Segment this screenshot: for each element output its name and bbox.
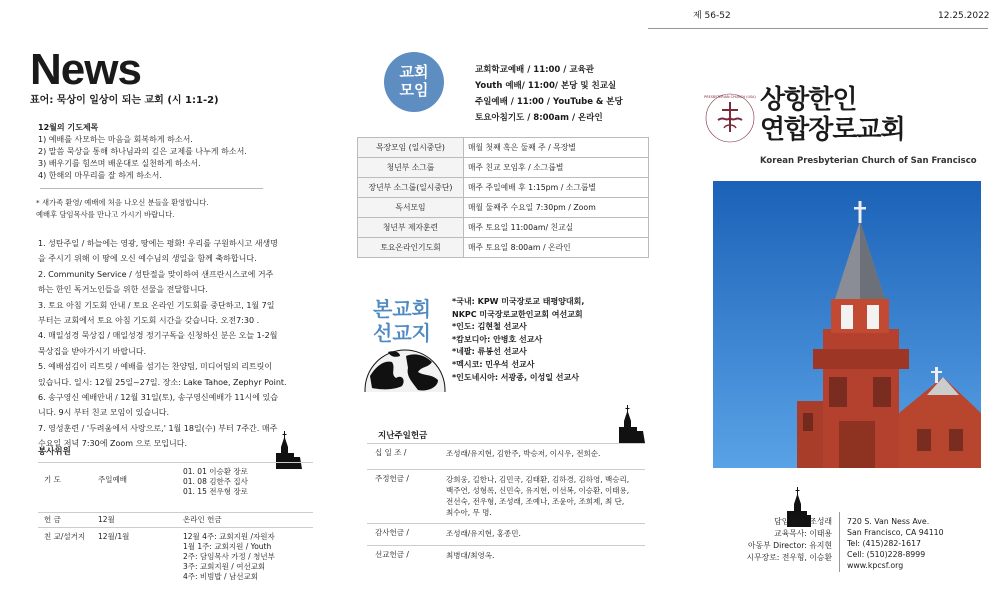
church-name-english: Korean Presbyterian Church of San Francisco bbox=[760, 156, 977, 166]
service-names bbox=[183, 467, 248, 497]
meeting-row bbox=[358, 158, 649, 178]
prayer-item: 3) 배우기를 힘쓰며 배운대로 실천하게 하소서. bbox=[38, 159, 201, 168]
news-items bbox=[38, 236, 313, 452]
staff-line: 담임목사: 조성래 bbox=[774, 517, 832, 526]
address-line: San Francisco, CA 94110 bbox=[847, 528, 944, 537]
news-line: 7. 영성훈련 / '두려움에서 사랑으로,' 1월 18일(수) 부터 7주간. 매주 bbox=[38, 423, 278, 433]
service-heading: 봉사위원 bbox=[38, 447, 71, 457]
service-names bbox=[183, 532, 275, 582]
offering-row bbox=[367, 443, 645, 465]
meeting-table bbox=[357, 137, 649, 258]
meeting-time: 매주 토요일 11:00am/ 친교실 bbox=[464, 218, 649, 238]
service-name-line: 01. 08 김한주 집사 bbox=[183, 477, 248, 486]
missions-list bbox=[452, 296, 584, 384]
offering-name-line: 백주연, 성형록, 신민숙, 유지현, 이선복, 이승환, 이태용, bbox=[446, 486, 630, 495]
news-line: 부터는 교회에서 토요 아침 기도회 시간을 갖습니다. 오전7:30 . bbox=[38, 316, 260, 326]
meeting-name: 청년부 제자훈련 bbox=[358, 218, 464, 238]
meeting-time: 매주 토요일 8:00am / 온라인 bbox=[464, 238, 649, 258]
welcome-line: * 새가족 환영/ 예배에 처음 나오신 분들을 환영합니다. bbox=[36, 198, 209, 207]
address-line: 720 S. Van Ness Ave. bbox=[847, 517, 930, 526]
mission-line: *국내: KPW 미국장로교 태평양대회, bbox=[452, 297, 585, 306]
meeting-row bbox=[358, 218, 649, 238]
offering-names bbox=[446, 550, 494, 561]
church-name-line: 상항한인 bbox=[760, 85, 857, 115]
news-line: 을 주시기 위해 이 땅에 오신 예수님의 생일을 함께 축하합니다. bbox=[38, 254, 257, 264]
phone-line: Cell: (510)228-8999 bbox=[847, 550, 926, 559]
offering-names bbox=[446, 528, 521, 539]
news-line: 5. 예배섬김이 리트릿 / 예배를 섬기는 찬양팀, 미디어팀의 리트릿이 bbox=[38, 362, 273, 372]
issue-number: 제 56-52 bbox=[693, 11, 731, 21]
service-name-line: 12월 4주: 교회지원 /자원자 bbox=[183, 532, 275, 541]
service-name-line: 3주: 교회지원 / 여선교회 bbox=[183, 562, 266, 571]
church-address bbox=[847, 516, 944, 571]
mission-line: *인도: 김현철 선교사 bbox=[452, 322, 527, 332]
news-heading: News bbox=[30, 45, 141, 94]
phone-line: Tel: (415)282-1617 bbox=[847, 539, 922, 548]
service-role: 친 교/설거지 bbox=[44, 532, 86, 541]
service-name-line: 4주: 비빔밥 / 남선교회 bbox=[183, 572, 258, 581]
offering-type: 주정헌금 / bbox=[375, 474, 409, 483]
meeting-row bbox=[358, 198, 649, 218]
offering-names bbox=[446, 474, 629, 518]
meeting-time: 매주 주일예배 후 1:15pm / 소그룹별 bbox=[464, 178, 649, 198]
service-table bbox=[38, 462, 313, 583]
offering-names bbox=[446, 448, 600, 459]
meeting-time: 매주 친교 모임후 / 소그룹별 bbox=[464, 158, 649, 178]
prayer-title: 12월의 기도제목 bbox=[38, 123, 99, 132]
service-row bbox=[38, 527, 313, 583]
meeting-row bbox=[358, 138, 649, 158]
worship-schedule bbox=[475, 62, 623, 126]
issue-date: 12.25.2022 bbox=[938, 11, 990, 21]
offering-list bbox=[367, 443, 645, 567]
service-name-line: 2주: 담임목사 가정 / 청년부 bbox=[183, 552, 275, 561]
globe-icon bbox=[362, 346, 448, 392]
news-line: 있습니다. 일시: 12월 25일~27일. 장소: Lake Tahoe, Zephyr Point. bbox=[38, 377, 287, 387]
offering-name-line: 전선숙, 전우형, 조성래, 조예나, 조윤아, 조희제, 최 단, bbox=[446, 497, 625, 506]
church-name-korean bbox=[760, 85, 905, 145]
offering-row bbox=[367, 523, 645, 545]
church-silhouette-icon bbox=[617, 405, 647, 443]
mission-line: *캄보디아: 안병호 선교사 bbox=[452, 334, 543, 344]
service-name-line: 01. 15 전우형 장로 bbox=[183, 487, 248, 496]
meeting-badge-line: 교회 bbox=[399, 63, 429, 81]
news-line: 수요일 저녁 7:30에 Zoom 으로 모입니다. bbox=[38, 439, 188, 449]
offering-type: 선교헌금 / bbox=[375, 550, 409, 559]
meeting-name: 독서모임 bbox=[358, 198, 464, 218]
service-row bbox=[38, 462, 313, 506]
prayer-list bbox=[38, 122, 247, 182]
offering-name-line: 최수아, 무 명. bbox=[446, 508, 492, 517]
website-link[interactable]: www.kpcsf.org bbox=[847, 561, 904, 570]
news-line: 4. 매일성경 묵상집 / 매일성경 정기구독을 신청하신 분은 오늘 1-2월 bbox=[38, 331, 278, 341]
meeting-badge bbox=[384, 52, 444, 112]
mission-line: *멕시코: 민우석 선교사 bbox=[452, 359, 535, 369]
service-names bbox=[183, 515, 222, 525]
news-line: 하는 한인 독거노인들을 위한 선물을 전달합니다. bbox=[38, 285, 208, 295]
meeting-time: 매월 첫째 혹은 둘째 주 / 목장별 bbox=[464, 138, 649, 158]
service-row bbox=[38, 512, 313, 527]
schedule-line: 토요아침기도 / 8:00am / 온라인 bbox=[475, 113, 603, 123]
welcome-line: 예배후 담임목사를 만나고 가시기 바랍니다. bbox=[36, 210, 175, 219]
service-period: 주일예배 bbox=[98, 475, 127, 484]
welcome-note bbox=[36, 197, 209, 221]
offering-row bbox=[367, 469, 645, 523]
meeting-name: 토요온라인기도회 bbox=[358, 238, 464, 258]
staff-list bbox=[730, 516, 832, 564]
news-line: 니다. 9시 부터 친교 모임이 있습니다. bbox=[38, 408, 170, 418]
meeting-row bbox=[358, 238, 649, 258]
staff-line: 교육목사: 이태용 bbox=[774, 529, 832, 538]
missions-title bbox=[373, 297, 431, 345]
news-line: 2. Community Service / 성탄절을 맞이하여 샌프란시스코에 거주 bbox=[38, 269, 274, 279]
meeting-time: 매월 둘째주 수요일 7:30pm / Zoom bbox=[464, 198, 649, 218]
offering-type: 십 일 조 / bbox=[375, 448, 407, 457]
offering-name-line: 강희웅, 길한나, 김민국, 김태환, 김하경, 김하영, 백승리, bbox=[446, 475, 630, 484]
staff-line: 시무장로: 전우형, 이승환 bbox=[746, 553, 832, 562]
offering-row bbox=[367, 545, 645, 567]
news-line: 3. 토요 아침 기도회 안내 / 토요 온라인 기도회를 중단하고, 1월 7일 bbox=[38, 300, 275, 310]
offering-type: 감사헌금 / bbox=[375, 528, 409, 537]
missions-title-line: 선교지 bbox=[373, 321, 431, 345]
church-photo bbox=[713, 181, 981, 468]
staff-line: 아동부 Director: 유지현 bbox=[748, 541, 832, 550]
meeting-name: 장년부 소그룹(일시중단) bbox=[358, 178, 464, 198]
offering-name-line: 최병대/최영옥. bbox=[446, 551, 495, 560]
meeting-name: 목장모임 (일시중단) bbox=[358, 138, 464, 158]
mission-line: *인도네시아: 서광종, 이성일 선교사 bbox=[452, 372, 579, 382]
news-line: 1. 성탄주일 / 하늘에는 영광, 땅에는 평화! 우리를 구원하시고 새생명 bbox=[38, 239, 278, 248]
mission-line: NKPC 미국장로교한인교회 여선교회 bbox=[452, 309, 583, 319]
meeting-name: 청년부 소그룹 bbox=[358, 158, 464, 178]
schedule-line: 교회학교예배 / 11:00 / 교육관 bbox=[475, 65, 595, 75]
service-name-line: 01. 01 이승환 장로 bbox=[183, 467, 248, 476]
church-name-line: 연합장로교회 bbox=[760, 115, 905, 145]
offering-name-line: 조성래/유지현, 김한주, 박승저, 이시우, 전희순. bbox=[446, 449, 601, 458]
service-name-line: 온라인 헌금 bbox=[183, 515, 222, 524]
prayer-item: 4) 한해의 마무리를 잘 하게 하소서. bbox=[38, 171, 162, 180]
service-period: 12월 bbox=[98, 515, 115, 524]
service-period: 12월/1월 bbox=[98, 532, 130, 541]
news-line: 6. 송구영신 예배안내 / 12월 31일(토), 송구영신예배가 11시에 있습 bbox=[38, 393, 279, 403]
schedule-line: Youth 예배/ 11:00/ 본당 및 친교실 bbox=[475, 81, 617, 91]
meeting-badge-line: 모임 bbox=[399, 81, 429, 99]
meeting-row bbox=[358, 178, 649, 198]
service-role: 헌 금 bbox=[44, 515, 61, 524]
news-line: 묵상집을 받아가시기 바랍니다. bbox=[38, 346, 147, 356]
mission-line: *네팔: 류봉선 선교사 bbox=[452, 347, 527, 357]
schedule-line: 주일예배 / 11:00 / YouTube & 본당 bbox=[475, 97, 623, 107]
pcusa-seal-logo bbox=[704, 92, 756, 144]
service-name-line: 1월 1주: 교회지원 / Youth bbox=[183, 542, 272, 551]
seal-text: PRESBYTERIAN CHURCH (USA) bbox=[704, 95, 756, 99]
missions-title-line: 본교회 bbox=[373, 297, 431, 321]
prayer-item: 2) 말씀 묵상을 통해 하나님과의 깊은 교제를 나누게 하소서. bbox=[38, 147, 247, 156]
divider bbox=[839, 512, 840, 572]
header-divider bbox=[648, 28, 988, 29]
divider bbox=[40, 188, 263, 189]
offering-heading: 지난주일헌금 bbox=[378, 431, 428, 441]
offering-name-line: 조성래/유지현, 홍종민. bbox=[446, 529, 521, 538]
motto: 표어: 묵상이 일상이 되는 교회 (시 1:1-2) bbox=[30, 95, 219, 106]
service-role: 기 도 bbox=[44, 475, 61, 484]
prayer-item: 1) 예배를 사모하는 마음을 회복하게 하소서. bbox=[38, 135, 193, 144]
